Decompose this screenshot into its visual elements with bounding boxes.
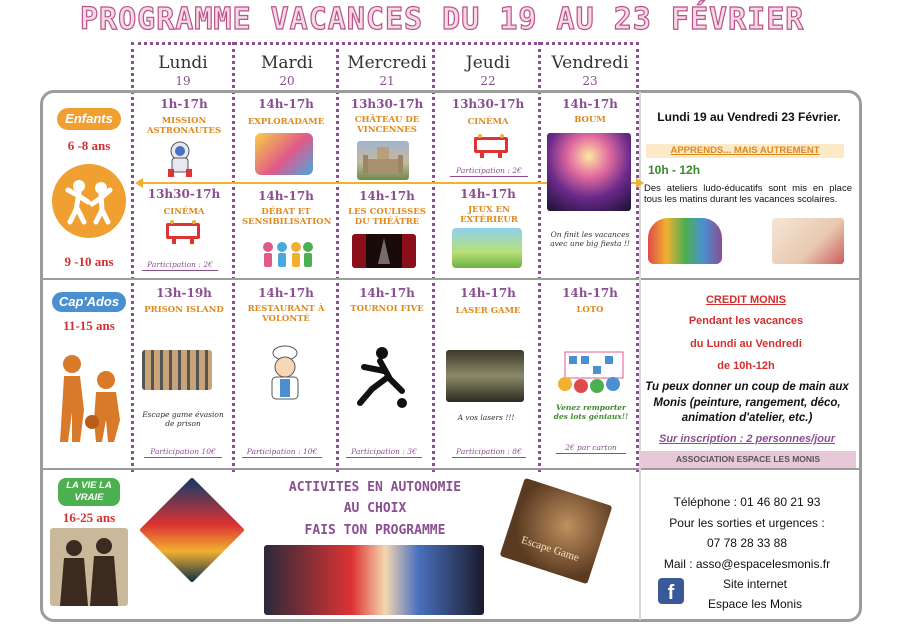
enfants-jeudi-participation: Participation : 2€ <box>450 166 528 177</box>
credit-inscription: Sur inscription : 2 personnes/jour <box>658 433 836 445</box>
loto-image <box>555 350 627 394</box>
day-header-mardi: Mardi <box>261 53 313 73</box>
page-title: PROGRAMME VACANCES DU 19 AU 23 FÉVRIER <box>80 2 805 37</box>
debate-people-image <box>258 237 314 271</box>
day-number-jeudi: 22 <box>480 74 496 88</box>
ados-jeudi-time: 14h-17h <box>460 286 516 300</box>
contact-phone-2: 07 78 28 33 88 <box>706 536 788 550</box>
enfants2-mercredi-activity: LES COULISSES DU THÉÂTRE <box>348 207 426 227</box>
astronaut-icon <box>160 139 200 179</box>
mario-kart-image <box>264 545 484 615</box>
ados-jeudi-activity: LASER GAME <box>455 306 521 316</box>
enfants-mardi-activity: EXPLORADAME <box>247 117 325 127</box>
children-icon <box>52 164 126 238</box>
ados-lundi-note: Escape game évasion de prison <box>142 410 224 429</box>
ados-mardi-participation: Participation : 10€ <box>242 447 322 458</box>
autonomie-line-1: ACTIVITES EN AUTONOMIE <box>288 480 462 495</box>
enfants-mardi-time: 14h-17h <box>258 97 314 111</box>
ados-vendredi-activity: LOTO <box>576 305 604 315</box>
ados-mardi-activity: RESTAURANT À VOLONTÉ <box>247 304 325 324</box>
ados-jeudi-participation: Participation : 8€ <box>452 447 526 458</box>
credit-title: CREDIT MONIS <box>705 294 787 306</box>
enfants2-lundi-activity: CINÉMA <box>163 207 205 217</box>
ados-vendredi-note: Venez remporter des lots géniaux!! <box>553 403 629 422</box>
ados-jeudi-note: A vos lasers !!! <box>457 413 515 422</box>
enfants2-lundi-participation: Participation : 2€ <box>142 260 218 271</box>
ados-mercredi-activity: TOURNOI FIVE <box>350 304 424 314</box>
workshop-headline: APPRENDS... MAIS AUTREMENT <box>670 145 820 156</box>
ados-mercredi-participation: Participation : 3€ <box>346 447 422 458</box>
autonomie-line-2: AU CHOIX <box>343 501 407 516</box>
ados-vendredi-time: 14h-17h <box>562 286 618 300</box>
outdoor-games-image <box>452 228 522 268</box>
boum-party-image <box>547 133 631 211</box>
enfants-vendredi-time: 14h-17h <box>562 97 618 111</box>
enfants-lundi-activity: MISSION ASTRONAUTES <box>146 116 222 136</box>
enfants-mercredi-activity: CHÂTEAU DE VINCENNES <box>354 115 420 135</box>
facebook-icon[interactable]: f <box>658 578 684 604</box>
enfants2-mercredi-time: 14h-17h <box>359 189 415 203</box>
contact-mail[interactable]: Mail : asso@espacelesmonis.fr <box>663 557 831 571</box>
credit-line-3: de 10h-12h <box>717 360 775 372</box>
ados-lundi-activity: PRISON ISLAND <box>144 305 224 315</box>
painted-hands-image <box>648 218 722 264</box>
day-header-jeudi: Jeudi <box>465 53 511 73</box>
painting-image <box>772 218 844 264</box>
ados-label: Cap'Ados <box>58 294 120 309</box>
theater-stage-image <box>352 234 416 268</box>
contact-urgences: Pour les sorties et urgences : <box>669 516 825 530</box>
day-header-mercredi: Mercredi <box>347 53 427 73</box>
vie-label-2: VRAIE <box>74 492 104 503</box>
enfants-vendredi-note: On finit les vacances avec une big fiesta !! <box>550 230 630 249</box>
day-number-mercredi: 21 <box>379 74 395 88</box>
ados-badge <box>52 292 126 312</box>
enfants-mercredi-time: 13h30-17h <box>350 97 424 111</box>
contact-site-2[interactable]: Espace les Monis <box>707 597 803 611</box>
enfants-badge <box>57 108 121 130</box>
workshop-hours: 10h - 12h <box>648 163 701 177</box>
enfants2-mardi-activity: DÉBAT ET SENSIBILISATION <box>242 207 332 227</box>
vie-label-1: LA VIE LA <box>66 480 112 491</box>
enfants-jeudi-time: 13h30-17h <box>451 97 525 111</box>
football-player-icon <box>350 345 412 411</box>
credit-help-text: Tu peux donner un coup de main aux Monis (peinture, rangement, déco, animation d'atelier, etc.) <box>645 381 849 425</box>
chef-icon <box>262 345 308 405</box>
chateau-image <box>357 141 409 180</box>
row-divider-1 <box>40 278 862 280</box>
cinema-icon-jeudi <box>472 133 510 159</box>
vie-badge <box>58 478 120 506</box>
laser-game-image <box>446 350 524 402</box>
day-number-mardi: 20 <box>279 74 295 88</box>
cinema-icon-lundi <box>164 219 202 245</box>
enfants2-jeudi-time: 14h-17h <box>460 187 516 201</box>
enfants-label: Enfants <box>65 111 113 126</box>
day-header-vendredi: Vendredi <box>551 53 629 73</box>
association-banner: ASSOCIATION ESPACE LES MONIS <box>640 451 856 468</box>
row-divider-2 <box>40 468 862 470</box>
day-number-lundi: 19 <box>175 74 191 88</box>
workshop-dates: Lundi 19 au Vendredi 23 Février. <box>657 110 841 124</box>
autonomie-line-3: FAIS TON PROGRAMME <box>304 523 446 538</box>
enfants-age-1: 6 -8 ans <box>67 138 111 153</box>
credit-line-1: Pendant les vacances <box>688 315 804 327</box>
workshop-description: Des ateliers ludo-éducatifs sont mis en place tous les matins durant les vacances scolaires. <box>644 183 852 206</box>
enfants-lundi-time: 1h-17h <box>160 97 208 111</box>
contact-site-1: Site internet <box>722 577 788 591</box>
enfants2-jeudi-activity: JEUX EN EXTÉRIEUR <box>460 205 518 225</box>
enfants-vendredi-activity: BOUM <box>574 115 606 125</box>
prison-image <box>142 350 212 390</box>
right-panel-divider <box>639 92 641 620</box>
enfants2-mardi-time: 14h-17h <box>258 189 314 203</box>
enfants2-lundi-time: 13h30-17h <box>147 187 221 201</box>
vie-age: 16-25 ans <box>62 510 116 525</box>
ados-mardi-time: 14h-17h <box>258 286 314 300</box>
day-number-vendredi: 23 <box>582 74 598 88</box>
ados-lundi-participation: Participation 10€ <box>144 447 222 458</box>
day-header-lundi: Lundi <box>158 53 208 73</box>
ados-lundi-time: 13h-19h <box>156 286 212 300</box>
ados-age: 11-15 ans <box>63 318 115 333</box>
enfants-jeudi-activity: CINÉMA <box>467 117 509 127</box>
escape-game-text: Escape Game <box>519 534 581 565</box>
arrow-right-icon <box>636 178 644 188</box>
enfants-age-2: 9 -10 ans <box>64 254 114 269</box>
ados-vendredi-price: 2€ par carton <box>556 443 626 454</box>
ados-mercredi-time: 14h-17h <box>359 286 415 300</box>
teens-icon <box>50 350 130 446</box>
young-adults-image <box>50 528 128 606</box>
credit-line-2: du Lundi au Vendredi <box>690 338 802 350</box>
contact-phone: Téléphone : 01 46 80 21 93 <box>673 495 821 509</box>
exploradame-image <box>255 133 313 175</box>
header-dotted-line <box>131 42 639 45</box>
